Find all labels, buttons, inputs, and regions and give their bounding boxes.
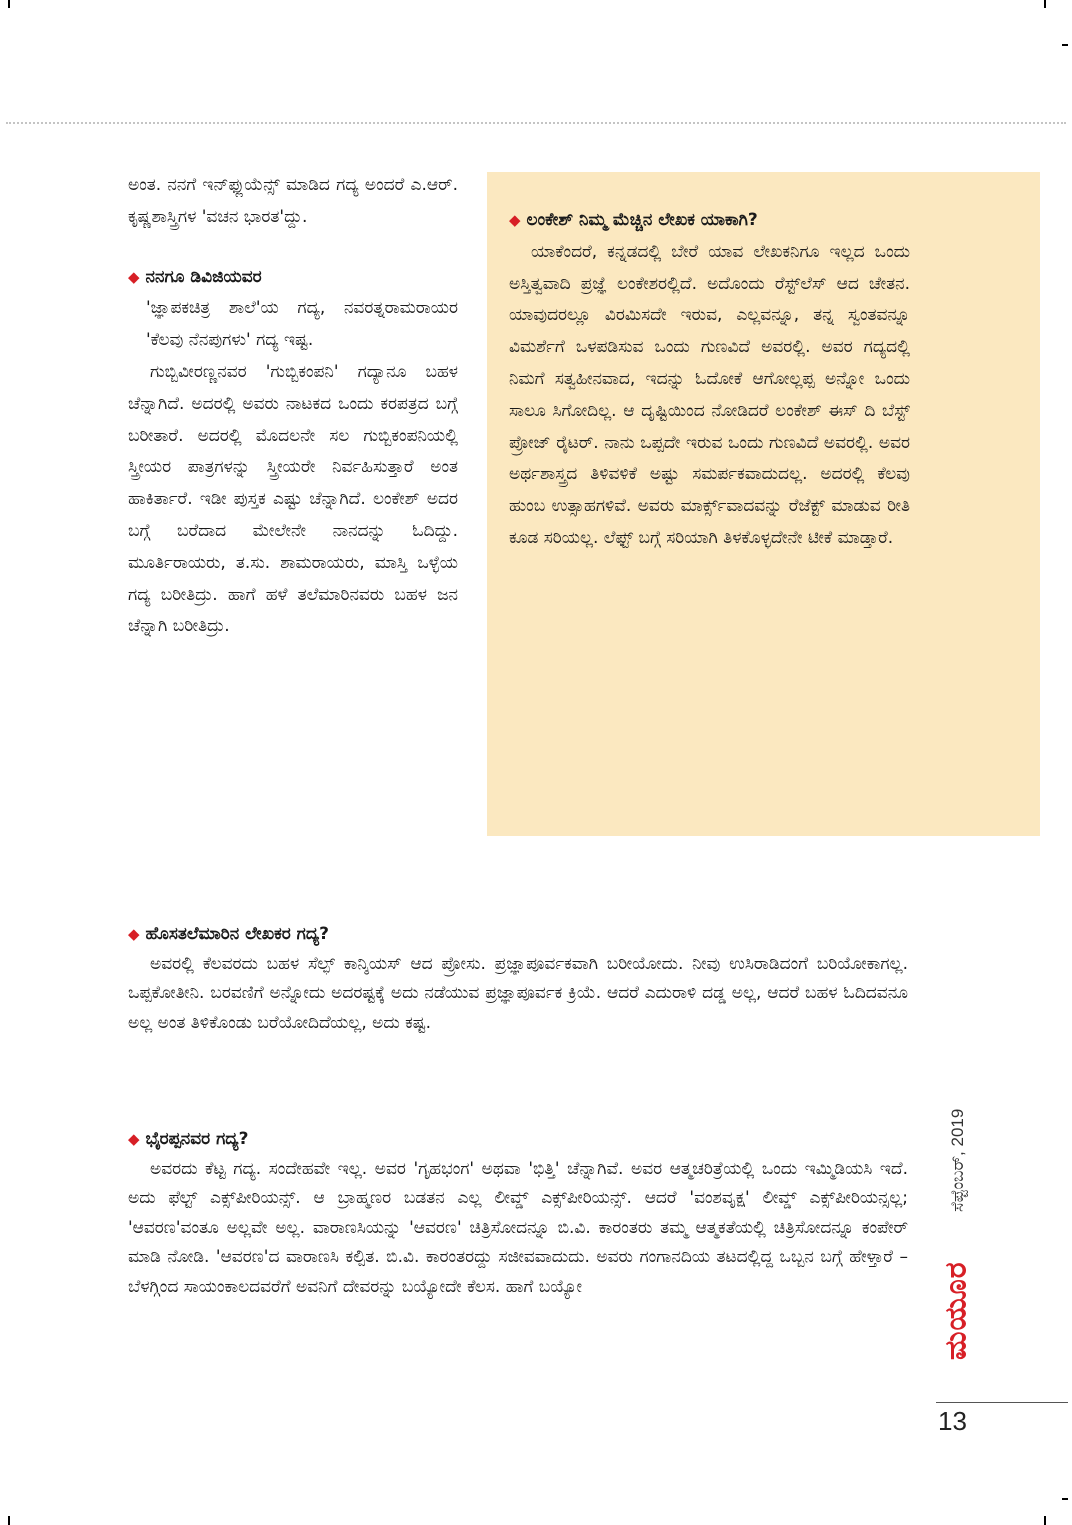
left-body-paragraph: ಗುಬ್ಬಿವೀರಣ್ಣನವರ 'ಗುಬ್ಬಿಕಂಪನಿ' ಗದ್ಯಾನೂ ಬಹಳ ಚೆನ್ನಾಗಿದೆ. ಅದರಲ್ಲಿ ಅವರು ನಾಟಕದ ಒಂದು ಕರಪತ್ರದ ಬಗ್ಗೆ ಬರೀತಾರೆ. ಅದರಲ್ಲಿ ಮೊದಲನೇ ಸಲ ಗುಬ್ಬಿಕಂಪನಿಯಲ್ಲಿ ಸ್ತ್ರೀಯರ ಪಾತ್ರಗಳನ್ನು ಸ್ತ್ರೀಯರೇ ನಿರ್ವಹಿಸುತ್ತಾರೆ ಅಂತ ಹಾಕಿರ್ತಾರೆ. ಇಡೀ ಪುಸ್ತಕ ಎಷ್ಟು ಚೆನ್ನಾಗಿದೆ. ಲಂಕೇಶ್ ಅದರ ಬಗ್ಗೆ ಬರೆದಾದ ಮೇಲೇನೇ ನಾನದನ್ನು ಓದಿದ್ದು. ಮೂರ್ತಿರಾಯರು, ತ.ಸು. ಶಾಮರಾಯರು, ಮಾಸ್ತಿ ಒಳ್ಳೆಯ ಗದ್ಯ ಬರೀತಿದ್ರು. ಹಾಗೆ ಹಳೆ ತಲೆಮಾರಿನವರು ಬಹಳ ಜನ ಚೆನ್ನಾಗಿ ಬರೀತಿದ್ರು.: [128, 361, 458, 637]
crop-mark-bottom-right: [1044, 1516, 1046, 1525]
sidebar-question: [509, 205, 910, 237]
crop-mark-top-right-side: [1062, 44, 1068, 46]
sidebar-question-text: ಲಂಕೇಶ್ ನಿಮ್ಮ ಮೆಚ್ಚಿನ ಲೇಖಕ ಯಾಕಾಗಿ?: [526, 210, 758, 230]
section2-answer: ಅವರದು ಕೆಟ್ಟ ಗದ್ಯ. ಸಂದೇಹವೇ ಇಲ್ಲ. ಅವರ 'ಗೃಹಭಂಗ' ಅಥವಾ 'ಭಿತ್ತಿ' ಚೆನ್ನಾಗಿವೆ. ಅವರ ಆತ್ಮಚರಿತ್ರೆಯಲ್ಲಿ ಒಂದು ಇಮ್ಮಿಡಿಯಸಿ ಇದೆ. ಅದು ಫೆಲ್ಟ್ ಎಕ್ಸ್‌ಪೀರಿಯನ್ಸ್. ಆ ಬ್ರಾಹ್ಮಣರ ಬಡತನ ಎಲ್ಲ ಲೀವ್ಡ್ ಎಕ್ಸ್‌ಪೀರಿಯನ್ಸ್. ಆದರೆ 'ವಂಶವೃಕ್ಷ' ಲೀವ್ಡ್ ಎಕ್ಸ್‌ಪೀರಿಯನ್ಸಲ್ಲ; 'ಆವರಣ'ವಂತೂ ಅಲ್ಲವೇ ಅಲ್ಲ. ವಾರಾಣಸಿಯನ್ನು 'ಆವರಣ' ಚಿತ್ರಿಸೋದನ್ನೂ ಬಿ.ವಿ. ಕಾರಂತರು ತಮ್ಮ ಆತ್ಮಕತೆಯಲ್ಲಿ ಚಿತ್ರಿಸೋದನ್ನೂ ಕಂಪೇರ್ ಮಾಡಿ ನೋಡಿ. 'ಆವರಣ'ದ ವಾರಾಣಸಿ ಕಲ್ಪಿತ. ಬಿ.ವಿ. ಕಾರಂತರದ್ದು ಸಜೀವವಾದುದು. ಅವರು ಗಂಗಾನದಿಯ ತಟದಲ್ಲಿದ್ದ ಒಬ್ಬನ ಬಗ್ಗೆ ಹೇಳ್ತಾರೆ – ಬೆಳಗ್ಗಿಂದ ಸಾಯಂಕಾಲದವರೆಗೆ ಅವನಿಗೆ ದೇವರನ್ನು ಬಯ್ಯೋದೇ ಕೆಲಸ. ಹಾಗೆ ಬಯ್ಯೋ: [128, 1158, 908, 1297]
section2-question-text: ಭೈರಪ್ಪನವರ ಗದ್ಯ?: [145, 1129, 249, 1149]
section-new-generation: [128, 920, 908, 1038]
left-question-text: ನನಗೂ ಡಿವಿಜಿಯವರ: [145, 266, 262, 287]
page-number-rule: [936, 1402, 1068, 1403]
sidebar-box: [487, 172, 1040, 836]
section1-question: [128, 920, 908, 950]
diamond-bullet-icon: ◆: [128, 925, 140, 943]
page-number: 13: [938, 1406, 967, 1436]
issue-date: ಸೆಪ್ಟೆಂಬರ್, 2019: [948, 1108, 967, 1212]
magazine-logo: ಮಯೂರ: [938, 1261, 974, 1361]
section1-question-text: ಹೊಸತಲೆಮಾರಿನ ಲೇಖಕರ ಗದ್ಯ?: [145, 924, 330, 944]
crop-mark-bottom-right-side: [1062, 1498, 1068, 1500]
header-dotted-rule: [6, 122, 1066, 124]
section-bhyrappa: [128, 1125, 908, 1302]
section1-answer: ಅವರಲ್ಲಿ ಕೆಲವರದು ಬಹಳ ಸೆಲ್ಫ್ ಕಾನ್ಶಿಯಸ್ ಆದ ಪ್ರೋಸು. ಪ್ರಜ್ಞಾಪೂರ್ವಕವಾಗಿ ಬರೀಯೋದು. ನೀವು ಉಸಿರಾಡಿದಂಗೆ ಬರಿಯೋಕಾಗಲ್ಲ. ಒಪ್ಪಕೋತೀನಿ. ಬರವಣಿಗೆ ಅನ್ನೋದು ಅದರಷ್ಟಕ್ಕೆ ಅದು ನಡೆಯುವ ಪ್ರಜ್ಞಾಪೂರ್ವಕ ಕ್ರಿಯೆ. ಆದರೆ ಎದುರಾಳಿ ದಡ್ಡ ಅಲ್ಲ, ಆದರೆ ಬಹಳ ಓದಿದವನೂ ಅಲ್ಲ ಅಂತ ತಿಳಿಕೊಂಡು ಬರೆಯೋದಿದೆಯಲ್ಲ, ಅದು ಕಷ್ಟ.: [128, 953, 908, 1033]
left-column: [128, 170, 458, 643]
section2-question: [128, 1125, 908, 1155]
left-intro-paragraph: ಅಂತ. ನನಗೆ ಇನ್‌ಫ್ಲುಯೆನ್ಸ್ ಮಾಡಿದ ಗದ್ಯ ಅಂದರೆ ಎ.ಆರ್. ಕೃಷ್ಣಶಾಸ್ತ್ರಿಗಳ 'ವಚನ ಭಾರತ'ದ್ದು.: [128, 175, 458, 227]
left-question: [128, 262, 458, 294]
crop-mark-top-right: [1044, 0, 1046, 8]
crop-mark-bottom-left: [8, 1516, 10, 1525]
crop-mark-top-left: [8, 0, 10, 8]
sidebar-answer: ಯಾಕೆಂದರೆ, ಕನ್ನಡದಲ್ಲಿ ಬೇರೆ ಯಾವ ಲೇಖಕನಿಗೂ ಇಲ್ಲದ ಒಂದು ಅಸ್ತಿತ್ವವಾದಿ ಪ್ರಜ್ಞೆ ಲಂಕೇಶರಲ್ಲಿದೆ. ಅದೊಂದು ರೆಸ್ಟ್‌ಲೆಸ್ ಆದ ಚೇತನ. ಯಾವುದರಲ್ಲೂ ವಿರಮಿಸದೇ ಇರುವ, ಎಲ್ಲವನ್ನೂ, ತನ್ನ ಸ್ವಂತವನ್ನೂ ವಿಮರ್ಶೆಗೆ ಒಳಪಡಿಸುವ ಒಂದು ಗುಣವಿದೆ ಅವರಲ್ಲಿ. ಅವರ ಗದ್ಯದಲ್ಲಿ ನಿಮಗೆ ಸತ್ವಹೀನವಾದ, ಇದನ್ನು ಓದೋಕೆ ಆಗೋಲ್ಲಪ್ಪ ಅನ್ನೋ ಒಂದು ಸಾಲೂ ಸಿಗೋದಿಲ್ಲ. ಆ ದೃಷ್ಟಿಯಿಂದ ನೋಡಿದರೆ ಲಂಕೇಶ್ ಈಸ್ ದಿ ಬೆಸ್ಟ್ ಪ್ರೋಜ್ ರೈಟರ್. ನಾನು ಒಪ್ಪದೇ ಇರುವ ಒಂದು ಗುಣವಿದೆ ಅವರಲ್ಲಿ. ಅವರ ಅರ್ಥಶಾಸ್ತ್ರದ ತಿಳಿವಳಿಕೆ ಅಷ್ಟು ಸಮರ್ಪಕವಾದುದಲ್ಲ. ಅದರಲ್ಲಿ ಕೆಲವು ಹುಂಬ ಉತ್ಸಾಹಗಳಿವೆ. ಅವರು ಮಾರ್ಕ್ಸ್‌ವಾದವನ್ನು ರೆಜೆಕ್ಟ್ ಮಾಡುವ ರೀತಿ ಕೂಡ ಸರಿಯಲ್ಲ. ಲೆಫ್ಟ್ ಬಗ್ಗೆ ಸರಿಯಾಗಿ ತಿಳಕೊಳ್ಳದೇನೇ ಟೀಕೆ ಮಾಡ್ತಾರೆ.: [509, 241, 910, 548]
left-question-continuation: 'ಜ್ಞಾಪಕಚಿತ್ರ ಶಾಲೆ'ಯ ಗದ್ಯ, ನವರತ್ನರಾಮರಾಯರ 'ಕೆಲವು ನೆನಪುಗಳು' ಗದ್ಯ ಇಷ್ಟ.: [146, 298, 458, 351]
diamond-bullet-icon: ◆: [509, 211, 521, 229]
diamond-bullet-icon: ◆: [128, 1130, 140, 1148]
diamond-bullet-icon: ◆: [128, 267, 140, 286]
